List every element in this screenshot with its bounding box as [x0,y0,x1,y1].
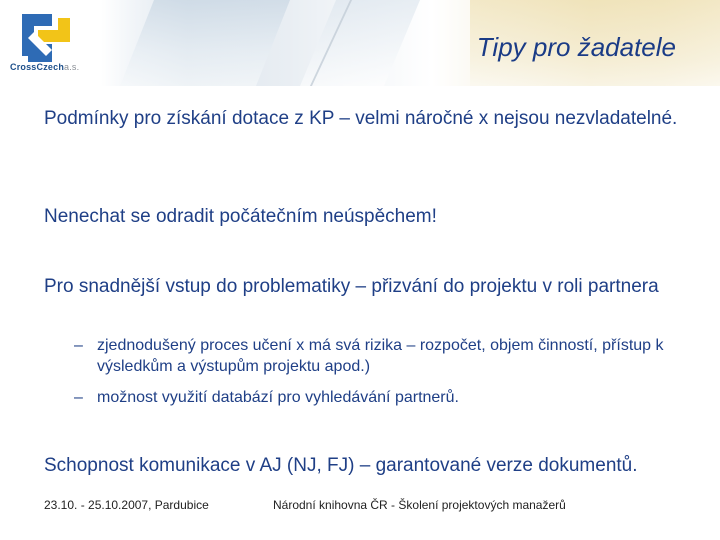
slide-header [0,0,720,86]
sub-bullet [72,335,687,377]
slide-title: Tipy pro žadatele [476,32,676,62]
sub-bullet [72,387,687,408]
logo-word-czech: Czech [36,62,65,72]
footer-date-location: 23.10. - 25.10.2007, Pardubice [44,498,209,512]
logo-suffix: a.s. [64,62,80,72]
bullet-point: Pro snadnější vstup do problematiky – přizvání do projektu v roli partnera [44,276,659,297]
logo-wordmark [10,62,79,72]
dash-marker: – [74,337,83,354]
sub-bullet-text: zjednodušený proces učení x má svá rizika – rozpočet, objem činností, přístup k výsledkům a výstupům projektu apod.) [97,337,664,375]
header-decoration [300,0,420,86]
header-decoration [120,0,290,86]
logo-word-cross: Cross [10,62,37,72]
bullet-point: Schopnost komunikace v AJ (NJ, FJ) – garantované verze dokumentů. [44,455,638,476]
footer-event: Národní knihovna ČR - Školení projektových manažerů [273,498,566,512]
bullet-point: Podmínky pro získání dotace z KP – velmi náročné x nejsou nezvladatelné. [44,108,678,129]
dash-marker: – [74,389,83,406]
sub-bullet-text: možnost využití databází pro vyhledávání partnerů. [97,389,459,406]
bullet-point: Nenechat se odradit počátečním neúspěchem! [44,206,437,227]
